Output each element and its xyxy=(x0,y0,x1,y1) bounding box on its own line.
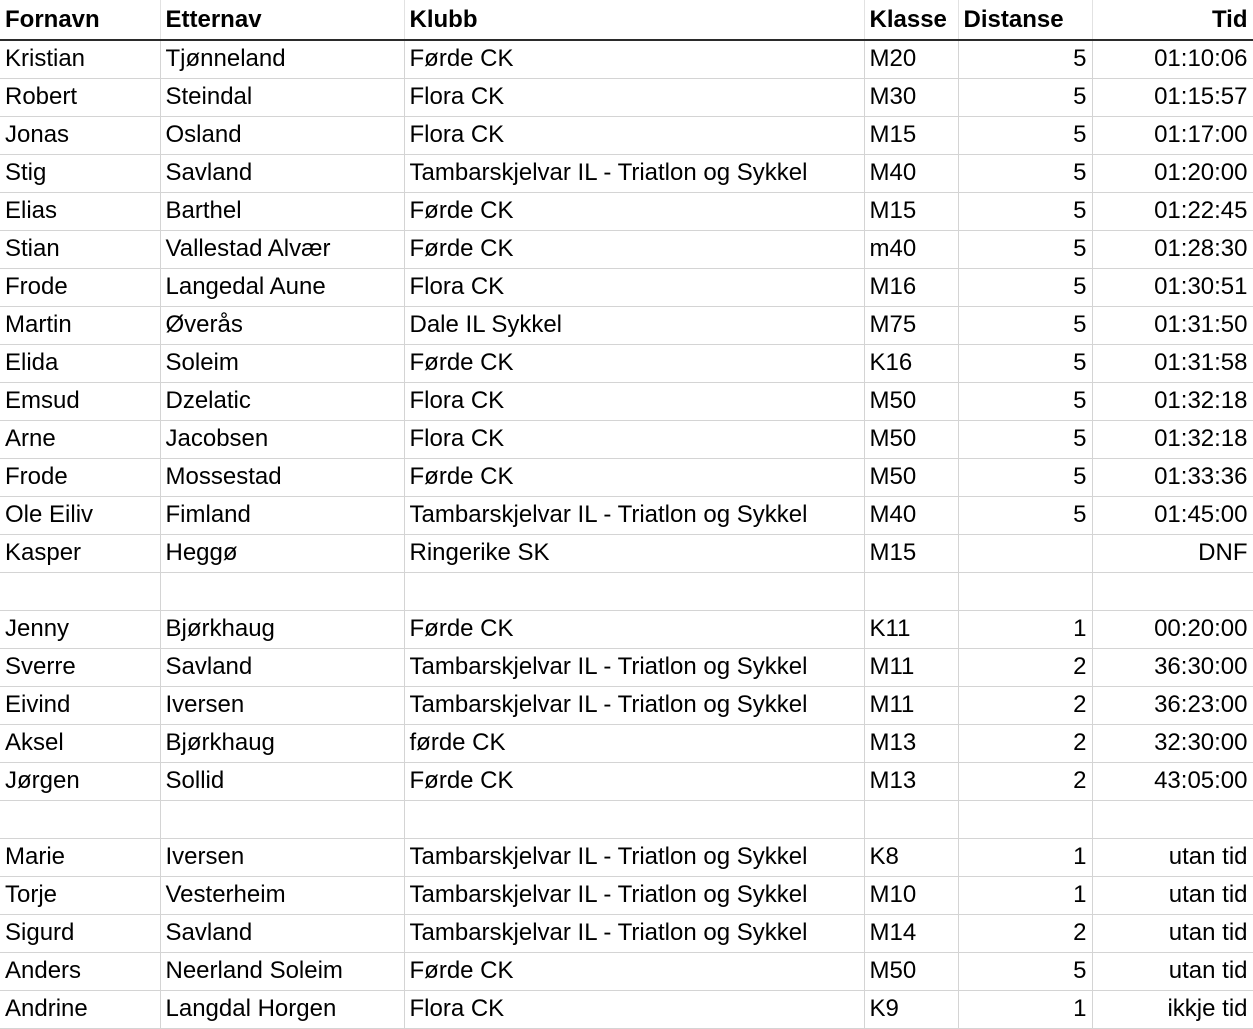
klasse-cell[interactable]: M40 xyxy=(864,496,958,534)
etternavn-cell[interactable]: Savland xyxy=(160,154,404,192)
klubb-cell[interactable]: Tambarskjelvar IL - Triatlon og Sykkel xyxy=(404,686,864,724)
klasse-cell[interactable]: K11 xyxy=(864,610,958,648)
tid-cell[interactable]: utan tid xyxy=(1092,876,1253,914)
klubb-cell[interactable]: Flora CK xyxy=(404,990,864,1028)
distanse-cell[interactable]: 2 xyxy=(958,648,1092,686)
table-row xyxy=(0,344,1253,382)
header-row xyxy=(0,0,1253,40)
klubb-cell[interactable]: Tambarskjelvar IL - Triatlon og Sykkel xyxy=(404,914,864,952)
tid-cell[interactable]: 01:30:51 xyxy=(1092,268,1253,306)
table-row xyxy=(0,306,1253,344)
klubb-cell[interactable]: Ringerike SK xyxy=(404,534,864,572)
klasse-cell[interactable]: K16 xyxy=(864,344,958,382)
fornavn-cell[interactable]: Stig xyxy=(0,154,160,192)
etternavn-cell[interactable]: Osland xyxy=(160,116,404,154)
etternavn-cell[interactable]: Øverås xyxy=(160,306,404,344)
etternavn-cell[interactable] xyxy=(160,800,404,838)
klasse-cell[interactable]: M50 xyxy=(864,458,958,496)
klubb-cell[interactable]: Tambarskjelvar IL - Triatlon og Sykkel xyxy=(404,876,864,914)
tid-cell[interactable]: 01:10:06 xyxy=(1092,40,1253,78)
table-row xyxy=(0,382,1253,420)
fornavn-cell[interactable]: Elida xyxy=(0,344,160,382)
klasse-cell[interactable]: M13 xyxy=(864,724,958,762)
distanse-cell[interactable]: 2 xyxy=(958,686,1092,724)
distanse-cell[interactable]: 5 xyxy=(958,116,1092,154)
klubb-cell[interactable]: Førde CK xyxy=(404,192,864,230)
fornavn-cell[interactable]: Kristian xyxy=(0,40,160,78)
tid-cell[interactable]: utan tid xyxy=(1092,838,1253,876)
etternavn-cell[interactable]: Tjønneland xyxy=(160,40,404,78)
distanse-cell[interactable] xyxy=(958,534,1092,572)
klasse-cell[interactable]: m40 xyxy=(864,230,958,268)
fornavn-cell[interactable]: Martin xyxy=(0,306,160,344)
klasse-cell[interactable]: K8 xyxy=(864,838,958,876)
fornavn-cell[interactable]: Robert xyxy=(0,78,160,116)
table-row xyxy=(0,458,1253,496)
klasse-cell[interactable]: M10 xyxy=(864,876,958,914)
distanse-cell[interactable]: 5 xyxy=(958,268,1092,306)
tid-cell[interactable]: 36:30:00 xyxy=(1092,648,1253,686)
table-row xyxy=(0,800,1253,838)
fornavn-cell[interactable]: Arne xyxy=(0,420,160,458)
klubb-cell[interactable]: Tambarskjelvar IL - Triatlon og Sykkel xyxy=(404,838,864,876)
klasse-cell[interactable]: M40 xyxy=(864,154,958,192)
etternavn-cell[interactable]: Sollid xyxy=(160,762,404,800)
distanse-cell[interactable]: 2 xyxy=(958,914,1092,952)
etternavn-cell[interactable]: Neerland Soleim xyxy=(160,952,404,990)
etternavn-cell[interactable]: Barthel xyxy=(160,192,404,230)
tid-cell[interactable]: ikkje tid xyxy=(1092,990,1253,1028)
klasse-cell[interactable]: M20 xyxy=(864,40,958,78)
tid-cell[interactable]: 01:22:45 xyxy=(1092,192,1253,230)
etternavn-cell[interactable]: Iversen xyxy=(160,838,404,876)
fornavn-cell[interactable]: Aksel xyxy=(0,724,160,762)
fornavn-cell[interactable]: Frode xyxy=(0,458,160,496)
header-distanse: Distanse xyxy=(958,0,1092,40)
klasse-cell[interactable]: M15 xyxy=(864,534,958,572)
etternavn-cell[interactable]: Mossestad xyxy=(160,458,404,496)
table-row xyxy=(0,40,1253,78)
table-header xyxy=(0,0,1253,40)
tid-cell[interactable]: 01:32:18 xyxy=(1092,382,1253,420)
klubb-cell[interactable]: Førde CK xyxy=(404,952,864,990)
table-row xyxy=(0,572,1253,610)
tid-cell[interactable] xyxy=(1092,572,1253,610)
table-row xyxy=(0,876,1253,914)
table-row xyxy=(0,610,1253,648)
etternavn-cell[interactable]: Vesterheim xyxy=(160,876,404,914)
fornavn-cell[interactable]: Emsud xyxy=(0,382,160,420)
distanse-cell[interactable]: 5 xyxy=(958,458,1092,496)
fornavn-cell[interactable] xyxy=(0,572,160,610)
klubb-cell[interactable]: Førde CK xyxy=(404,344,864,382)
header-tid: Tid xyxy=(1092,0,1253,40)
klasse-cell[interactable] xyxy=(864,800,958,838)
klubb-cell[interactable] xyxy=(404,800,864,838)
header-klasse: Klasse xyxy=(864,0,958,40)
klubb-cell[interactable]: Dale IL Sykkel xyxy=(404,306,864,344)
klasse-cell[interactable]: M11 xyxy=(864,686,958,724)
tid-cell[interactable]: 01:32:18 xyxy=(1092,420,1253,458)
fornavn-cell[interactable]: Jenny xyxy=(0,610,160,648)
klubb-cell[interactable]: Flora CK xyxy=(404,78,864,116)
table-row xyxy=(0,914,1253,952)
etternavn-cell[interactable]: Fimland xyxy=(160,496,404,534)
distanse-cell[interactable]: 5 xyxy=(958,230,1092,268)
distanse-cell[interactable]: 5 xyxy=(958,496,1092,534)
fornavn-cell[interactable]: Andrine xyxy=(0,990,160,1028)
klubb-cell[interactable]: Flora CK xyxy=(404,268,864,306)
distanse-cell[interactable] xyxy=(958,572,1092,610)
klubb-cell[interactable]: Tambarskjelvar IL - Triatlon og Sykkel xyxy=(404,496,864,534)
header-klubb: Klubb xyxy=(404,0,864,40)
etternavn-cell[interactable]: Iversen xyxy=(160,686,404,724)
table-row xyxy=(0,724,1253,762)
tid-cell[interactable]: 01:28:30 xyxy=(1092,230,1253,268)
fornavn-cell[interactable]: Kasper xyxy=(0,534,160,572)
distanse-cell[interactable]: 5 xyxy=(958,154,1092,192)
fornavn-cell[interactable]: Jørgen xyxy=(0,762,160,800)
table-row xyxy=(0,838,1253,876)
table-row xyxy=(0,116,1253,154)
klubb-cell[interactable]: Førde CK xyxy=(404,610,864,648)
tid-cell[interactable] xyxy=(1092,800,1253,838)
etternavn-cell[interactable]: Savland xyxy=(160,648,404,686)
klasse-cell[interactable]: M15 xyxy=(864,116,958,154)
klubb-cell[interactable]: Flora CK xyxy=(404,116,864,154)
klasse-cell[interactable]: M50 xyxy=(864,420,958,458)
klubb-cell[interactable]: Tambarskjelvar IL - Triatlon og Sykkel xyxy=(404,648,864,686)
etternavn-cell[interactable]: Dzelatic xyxy=(160,382,404,420)
distanse-cell[interactable]: 5 xyxy=(958,382,1092,420)
etternavn-cell[interactable]: Steindal xyxy=(160,78,404,116)
etternavn-cell[interactable]: Bjørkhaug xyxy=(160,724,404,762)
tid-cell[interactable]: 01:31:50 xyxy=(1092,306,1253,344)
tid-cell[interactable]: 01:31:58 xyxy=(1092,344,1253,382)
distanse-cell[interactable]: 1 xyxy=(958,876,1092,914)
table-row xyxy=(0,990,1253,1028)
klubb-cell[interactable]: førde CK xyxy=(404,724,864,762)
tid-cell[interactable]: 01:20:00 xyxy=(1092,154,1253,192)
tid-cell[interactable]: 01:33:36 xyxy=(1092,458,1253,496)
distanse-cell[interactable] xyxy=(958,800,1092,838)
klasse-cell[interactable]: M15 xyxy=(864,192,958,230)
table-row xyxy=(0,686,1253,724)
klasse-cell[interactable]: M14 xyxy=(864,914,958,952)
table-row xyxy=(0,268,1253,306)
header-fornavn: Fornavn xyxy=(0,0,160,40)
table-row xyxy=(0,648,1253,686)
fornavn-cell[interactable] xyxy=(0,800,160,838)
tid-cell[interactable]: 01:45:00 xyxy=(1092,496,1253,534)
klubb-cell[interactable]: Tambarskjelvar IL - Triatlon og Sykkel xyxy=(404,154,864,192)
etternavn-cell[interactable]: Heggø xyxy=(160,534,404,572)
klubb-cell[interactable]: Flora CK xyxy=(404,420,864,458)
tid-cell[interactable]: 01:15:57 xyxy=(1092,78,1253,116)
etternavn-cell[interactable]: Bjørkhaug xyxy=(160,610,404,648)
distanse-cell[interactable]: 2 xyxy=(958,762,1092,800)
table-row xyxy=(0,534,1253,572)
fornavn-cell[interactable]: Jonas xyxy=(0,116,160,154)
klasse-cell[interactable]: M13 xyxy=(864,762,958,800)
distanse-cell[interactable]: 1 xyxy=(958,610,1092,648)
etternavn-cell[interactable] xyxy=(160,572,404,610)
tid-cell[interactable]: 00:20:00 xyxy=(1092,610,1253,648)
table-row xyxy=(0,154,1253,192)
tid-cell[interactable]: 43:05:00 xyxy=(1092,762,1253,800)
tid-cell[interactable]: utan tid xyxy=(1092,914,1253,952)
fornavn-cell[interactable]: Anders xyxy=(0,952,160,990)
distanse-cell[interactable]: 5 xyxy=(958,952,1092,990)
tid-cell[interactable]: DNF xyxy=(1092,534,1253,572)
distanse-cell[interactable]: 5 xyxy=(958,344,1092,382)
table-row xyxy=(0,496,1253,534)
header-etternav: Etternav xyxy=(160,0,404,40)
tid-cell[interactable]: 32:30:00 xyxy=(1092,724,1253,762)
distanse-cell[interactable]: 5 xyxy=(958,192,1092,230)
fornavn-cell[interactable]: Marie xyxy=(0,838,160,876)
fornavn-cell[interactable]: Stian xyxy=(0,230,160,268)
table-row xyxy=(0,78,1253,116)
klasse-cell[interactable] xyxy=(864,572,958,610)
etternavn-cell[interactable]: Soleim xyxy=(160,344,404,382)
fornavn-cell[interactable]: Sverre xyxy=(0,648,160,686)
fornavn-cell[interactable]: Elias xyxy=(0,192,160,230)
table-row xyxy=(0,230,1253,268)
distanse-cell[interactable]: 1 xyxy=(958,990,1092,1028)
klasse-cell[interactable]: M30 xyxy=(864,78,958,116)
distanse-cell[interactable]: 5 xyxy=(958,78,1092,116)
tid-cell[interactable]: 01:17:00 xyxy=(1092,116,1253,154)
table-row xyxy=(0,762,1253,800)
klasse-cell[interactable]: M16 xyxy=(864,268,958,306)
table-row xyxy=(0,420,1253,458)
klasse-cell[interactable]: M75 xyxy=(864,306,958,344)
klasse-cell[interactable]: M11 xyxy=(864,648,958,686)
etternavn-cell[interactable]: Savland xyxy=(160,914,404,952)
klubb-cell[interactable]: Førde CK xyxy=(404,230,864,268)
distanse-cell[interactable]: 2 xyxy=(958,724,1092,762)
table-row xyxy=(0,192,1253,230)
fornavn-cell[interactable]: Frode xyxy=(0,268,160,306)
etternavn-cell[interactable]: Langedal Aune xyxy=(160,268,404,306)
klasse-cell[interactable]: M50 xyxy=(864,382,958,420)
klubb-cell[interactable]: Førde CK xyxy=(404,40,864,78)
table-row xyxy=(0,952,1253,990)
distanse-cell[interactable]: 1 xyxy=(958,838,1092,876)
distanse-cell[interactable]: 5 xyxy=(958,420,1092,458)
etternavn-cell[interactable]: Vallestad Alvær xyxy=(160,230,404,268)
distanse-cell[interactable]: 5 xyxy=(958,40,1092,78)
klasse-cell[interactable]: K9 xyxy=(864,990,958,1028)
klubb-cell[interactable]: Førde CK xyxy=(404,762,864,800)
klubb-cell[interactable]: Førde CK xyxy=(404,458,864,496)
fornavn-cell[interactable]: Ole Eiliv xyxy=(0,496,160,534)
klasse-cell[interactable]: M50 xyxy=(864,952,958,990)
table-body xyxy=(0,40,1253,1028)
fornavn-cell[interactable]: Sigurd xyxy=(0,914,160,952)
tid-cell[interactable]: 36:23:00 xyxy=(1092,686,1253,724)
klubb-cell[interactable]: Flora CK xyxy=(404,382,864,420)
etternavn-cell[interactable]: Langdal Horgen xyxy=(160,990,404,1028)
tid-cell[interactable]: utan tid xyxy=(1092,952,1253,990)
etternavn-cell[interactable]: Jacobsen xyxy=(160,420,404,458)
distanse-cell[interactable]: 5 xyxy=(958,306,1092,344)
fornavn-cell[interactable]: Eivind xyxy=(0,686,160,724)
klubb-cell[interactable] xyxy=(404,572,864,610)
fornavn-cell[interactable]: Torje xyxy=(0,876,160,914)
